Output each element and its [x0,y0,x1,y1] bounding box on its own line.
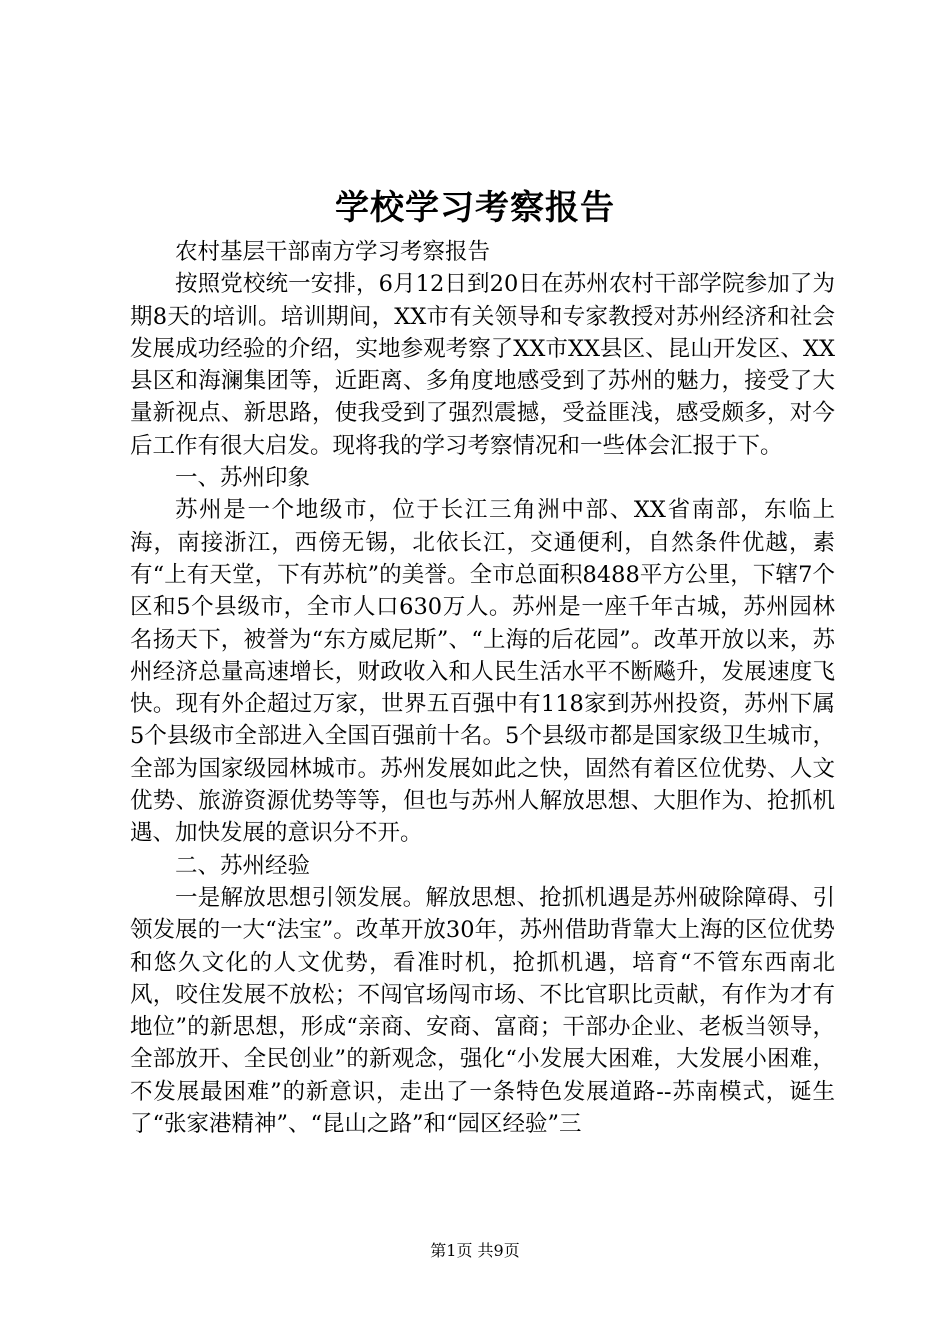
suzhou-impression-paragraph: 苏州是一个地级市，位于长江三角洲中部、XX省南部，东临上海，南接浙江，西傍无锡，北依长江，交通便利，自然条件优越，素有“上有天堂，下有苏杭”的美誉。全市总面积8488平方公里，下辖7个区和5个县级市，全市人口630万人。苏州是一座千年古城，苏州园林名扬天下，被誉为“东方威尼斯”、“上海的后花园”。改革开放以来，苏州经济总量高速增长，财政收入和人民生活水平不断飚升，发展速度飞快。现有外企超过万家，世界五百强中有118家到苏州投资，苏州下属5个县级市全部进入全国百强前十名。5个县级市都是国家级卫生城市，全部为国家级园林城市。苏州发展如此之快，固然有着区位优势、人文优势、旅游资源优势等等，但也与苏州人解放思想、大胆作为、抢抓机遇、加快发展的意识分不开。 [130,497,835,847]
page-footer: 第1页 共9页 [430,1241,520,1260]
experience-paragraph-1: 一是解放思想引领发展。解放思想、抢抓机遇是苏州破除障碍、引领发展的一大“法宝”。改革开放30年，苏州借助背靠大上海的区位优势和悠久文化的人文优势，看准时机，抢抓机遇，培育“不管东西南北风，咬住发展不放松；不闯官场闯市场、不比官职比贡献，有作为才有地位”的新思想，形成“亲商、安商、富商；干部办企业、老板当领导，全部放开、全民创业”的新观念，强化“小发展大困难，大发展小困难，不发展最困难”的新意识，走出了一条特色发展道路--苏南模式，诞生了“张家港精神”、“昆山之路”和“园区经验”三 [130,884,835,1138]
section-heading-suzhou-experience: 二、苏州经验 [175,852,311,879]
intro-paragraph: 按照党校统一安排，6月12日到20日在苏州农村干部学院参加了为期8天的培训。培训期间，XX市有关领导和专家教授对苏州经济和社会发展成功经验的介绍，实地参观考察了XX市XX县区、昆山开发区、XX县区和海澜集团等，近距离、多角度地感受到了苏州的魅力，接受了大量新视点、新思路，使我受到了强烈震撼，受益匪浅，感受颇多，对今后工作有很大启发。现将我的学习考察情况和一些体会汇报于下。 [130,271,835,459]
document-title: 学校学习考察报告 [335,188,615,228]
subtitle-paragraph: 农村基层干部南方学习考察报告 [175,239,491,265]
section-heading-suzhou-impression: 一、苏州印象 [175,465,311,492]
document-body [130,236,835,1140]
